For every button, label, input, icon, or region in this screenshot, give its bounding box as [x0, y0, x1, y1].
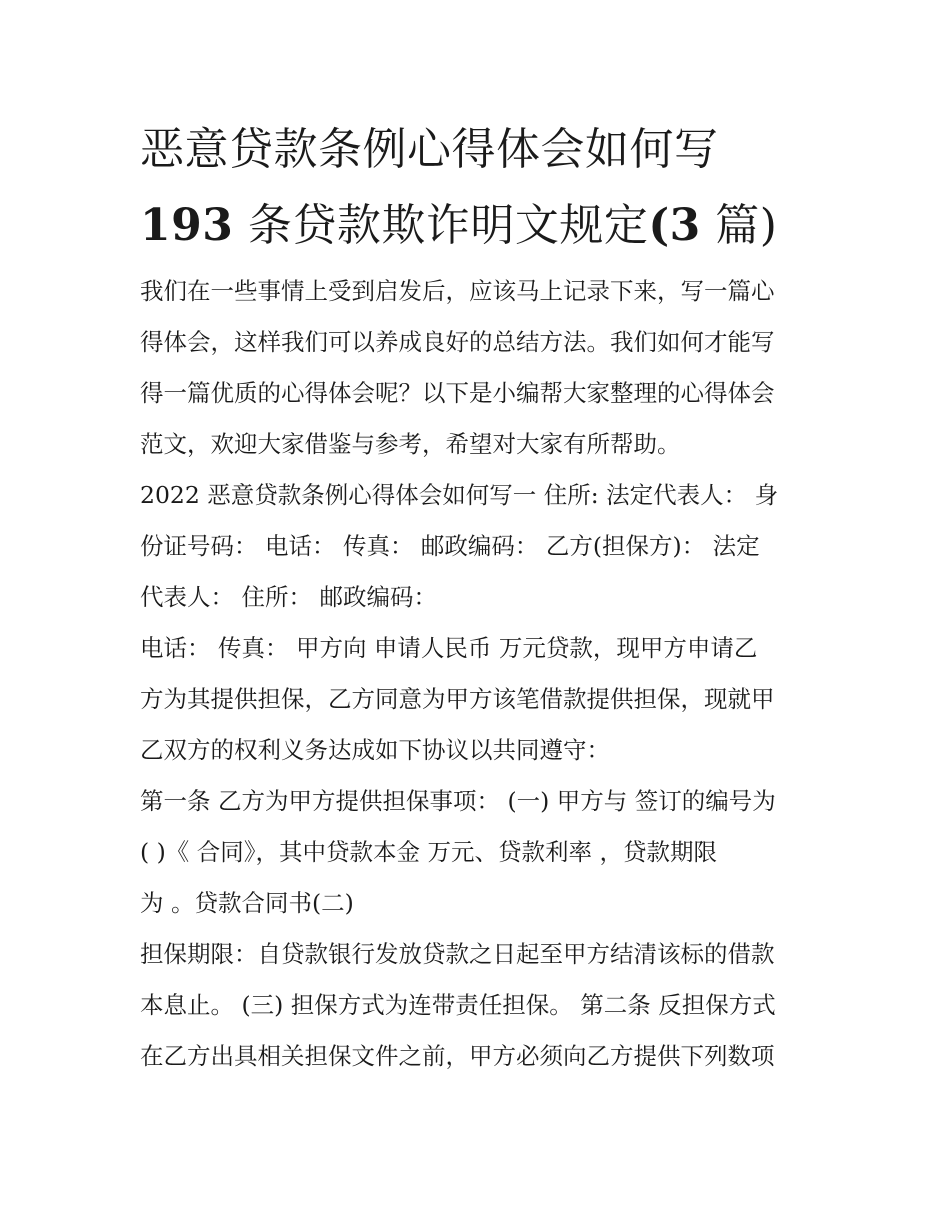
text-line: 范文，欢迎大家借鉴与参考，希望对大家有所帮助。 [140, 430, 681, 458]
text-line: 得一篇优质的心得体会呢？以下是小编帮大家整理的心得体会 [140, 379, 775, 407]
text-line: 本息止。 (三) 担保方式为连带责任担保。 第二条 反担保方式 [140, 991, 776, 1019]
text-line: 为 。贷款合同书(二) [140, 889, 354, 917]
document-page [140, 112, 820, 1082]
text-line: 第一条 乙方为甲方提供担保事项： (一) 甲方与 签订的编号为 [140, 787, 776, 815]
title-line-1: 恶意贷款条例心得体会如何写 [140, 124, 719, 175]
text-line: 份证号码： 电话： 传真： 邮政编码： 乙方(担保方)： 法定 [140, 532, 760, 560]
title-text: 条贷款欺诈明文规定 [233, 200, 649, 251]
intro-paragraph [140, 266, 820, 470]
text-line: 2022 恶意贷款条例心得体会如何写一 住所: 法定代表人： 身 [140, 481, 779, 509]
title-count: (3 [648, 200, 701, 251]
document-body [140, 266, 820, 1082]
text-line: 担保期限：自贷款银行发放贷款之日起至甲方结清该标的借款 [140, 940, 775, 968]
text-line: 方为其提供担保，乙方同意为甲方该笔借款提供担保，现就甲 [140, 685, 775, 713]
document-title [140, 112, 820, 264]
text-line: 我们在一些事情上受到启发后，应该马上记录下来，写一篇心 [140, 277, 775, 305]
text-line: 得体会，这样我们可以养成良好的总结方法。我们如何才能写 [140, 328, 775, 356]
party-info-paragraph [140, 470, 820, 623]
text-line: ( )《 合同》，其中贷款本金 万元、贷款利率 ，贷款期限 [140, 838, 717, 866]
agreement-paragraph [140, 623, 820, 776]
text-line: 乙双方的权利义务达成如下协议以共同遵守： [140, 736, 610, 764]
title-line-2 [140, 188, 820, 264]
guarantee-term-paragraph [140, 929, 820, 1082]
text-line: 代表人： 住所： 邮政编码： [140, 583, 437, 611]
title-tail: 篇) [700, 200, 778, 251]
article-one-paragraph [140, 776, 820, 929]
title-number: 193 [140, 200, 234, 251]
text-line: 电话： 传真： 甲方向 申请人民币 万元贷款，现甲方申请乙 [140, 634, 758, 662]
text-line: 在乙方出具相关担保文件之前，甲方必须向乙方提供下列数项 [140, 1042, 775, 1070]
